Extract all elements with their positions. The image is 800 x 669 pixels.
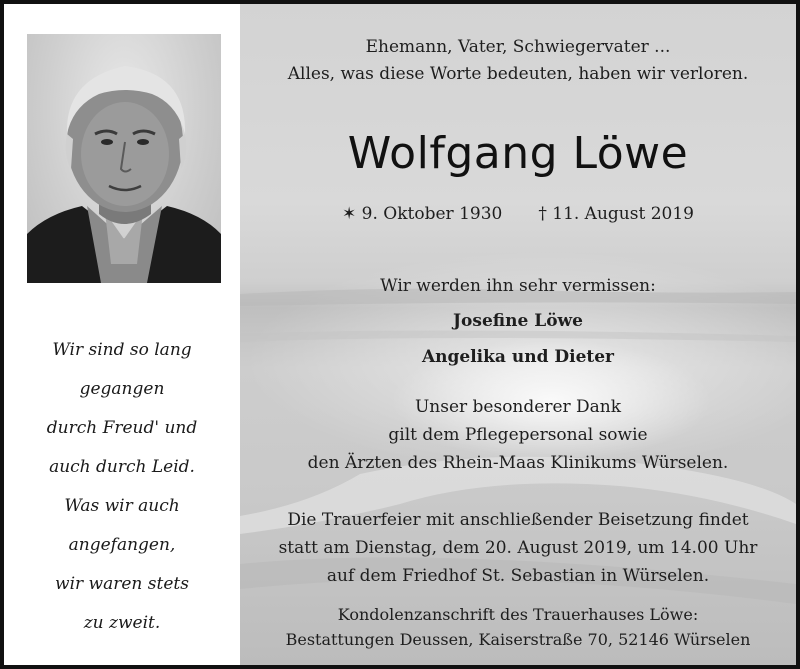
portrait-photo	[27, 34, 221, 283]
thanks-text	[240, 393, 796, 477]
mourners-heading: Wir werden ihn sehr vermissen:	[380, 276, 656, 296]
funeral-service-info	[240, 506, 796, 590]
poem-line: Was wir auch	[64, 496, 180, 516]
thanks-line: gilt dem Pflegepersonal sowie	[388, 425, 648, 445]
poem-line: angefangen,	[68, 535, 176, 555]
poem	[4, 331, 240, 643]
thanks-line: den Ärzten des Rhein-Maas Klinikums Würselen.	[307, 453, 729, 473]
birth-date: ✶ 9. Oktober 1930	[342, 204, 503, 224]
deceased-name: Wolfgang Löwe	[347, 128, 689, 179]
contact-line: Bestattungen Deussen, Kaiserstraße 70, 52146 Würselen	[285, 630, 751, 649]
condolence-address	[240, 602, 796, 652]
death-date: † 11. August 2019	[538, 204, 694, 224]
life-dates	[240, 200, 796, 228]
right-column	[240, 4, 796, 665]
left-column	[4, 4, 240, 665]
service-line: Die Trauerfeier mit anschließender Beisetzung findet	[287, 510, 749, 530]
poem-line: auch durch Leid.	[49, 457, 195, 477]
poem-line: Wir sind so lang	[52, 340, 192, 360]
mourner-name: Josefine Löwe	[453, 311, 583, 331]
intro-line: Alles, was diese Worte bedeuten, haben wir verloren.	[287, 64, 749, 84]
intro-text	[240, 34, 796, 88]
portrait-illustration	[27, 34, 221, 283]
poem-line: wir waren stets	[55, 574, 189, 594]
poem-line: durch Freud' und	[46, 418, 198, 438]
contact-line: Kondolenzanschrift des Trauerhauses Löwe:	[337, 605, 699, 624]
service-line: statt am Dienstag, dem 20. August 2019, um 14.00 Uhr	[278, 538, 758, 558]
thanks-line: Unser besonderer Dank	[414, 397, 622, 417]
service-line: auf dem Friedhof St. Sebastian in Würselen.	[326, 566, 710, 586]
intro-line: Ehemann, Vater, Schwiegervater ...	[365, 37, 671, 57]
poem-line: zu zweit.	[83, 613, 161, 633]
poem-line: gegangen	[79, 379, 165, 399]
mourner-name: Angelika und Dieter	[421, 347, 615, 367]
